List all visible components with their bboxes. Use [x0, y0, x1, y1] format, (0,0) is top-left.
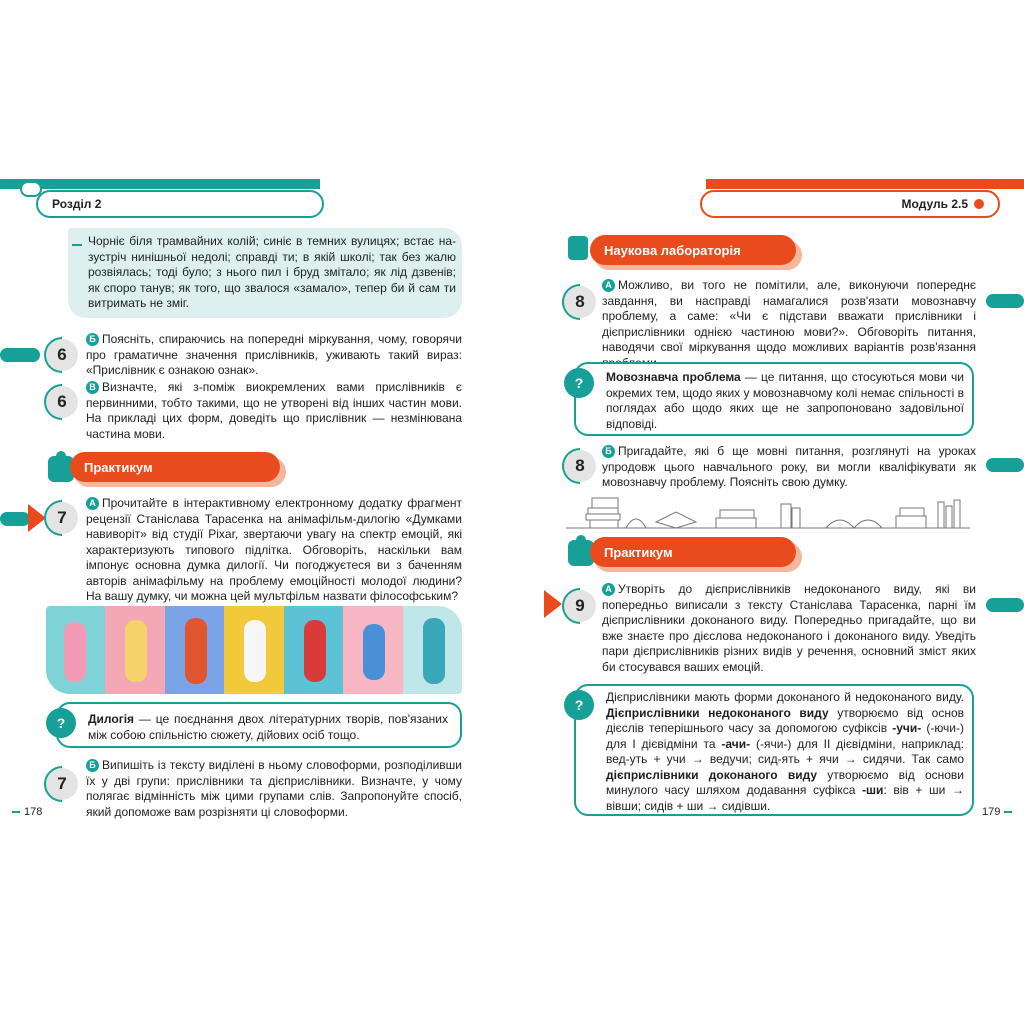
rule-text-part: для І дієвідміни та	[606, 736, 722, 751]
task-number: 6	[46, 386, 78, 418]
photo-panel	[343, 606, 402, 694]
definition-body: — це питання, що стосуються мови чи окремих тем, щодо яких у мовознавчому колі немає спільності в поглядах або щодо яких ще не запропоновано задовільної відповіді.	[606, 370, 964, 431]
section-title-practicum: Практикум	[590, 537, 796, 567]
rule-suffix: -ачи-	[721, 736, 751, 751]
page-number: 178	[24, 806, 43, 818]
page-number: 179	[982, 806, 1001, 818]
definition-text	[88, 712, 448, 743]
task-7b-text	[86, 758, 462, 820]
task-body: Випишіть із тексту виділені в ньому словоформи, розподіливши їх у дві групи: прислівники та дієприслівники. Визначте, у чому полягає відмінність між цими групами слів. Запропонуйте спосіб, який допоможе вам розрізняти ці словоформи.	[86, 758, 462, 819]
rule-term-perfective: дієприслівники доконаного виду	[606, 767, 818, 782]
task-number: 7	[46, 502, 78, 534]
task-8b-text	[602, 444, 976, 491]
photo-strip	[46, 606, 462, 694]
rule-text-part: : вів + ши → вівши; сидів + ши → сидівши.	[606, 783, 964, 813]
task-letter: А	[602, 279, 615, 292]
rule-suffix-alt: (-ючи-)	[921, 721, 965, 735]
page-number-dash	[1004, 811, 1012, 813]
definition-text	[606, 370, 964, 432]
task-tab	[986, 458, 1024, 472]
task-8a-text	[602, 278, 976, 371]
task-letter: А	[602, 583, 615, 596]
task-body: Можливо, ви того не помітили, але, виконуючи попереднє завдання, ви насправді намагалися розв'язати мовознавчу проблему, а саме: «Чи є підстави вважати прислівники і дієприслівники однією частиною мови?». Обговоріть питання, наводячи свої міркування щодо можливих варіантів розв'язання	[602, 278, 976, 354]
module-pill	[700, 190, 1000, 218]
task-letter: Б	[86, 333, 99, 346]
question-icon: ?	[564, 368, 594, 398]
rule-term-imperfective: Дієприслівники недоконаного виду	[606, 705, 829, 720]
module-label: Модуль 2.5	[901, 197, 968, 211]
task-number: 7	[46, 768, 78, 800]
photo-panel	[46, 606, 105, 694]
definition-term: Дилогія	[88, 712, 135, 726]
task-number: 8	[564, 286, 596, 318]
question-icon: ?	[46, 708, 76, 738]
section-title-practicum: Практикум	[70, 452, 280, 482]
task-letter: Б	[86, 759, 99, 772]
task-body: Визначте, які з-поміж виокремлених вами прислівників є первинними, тобто такими, що не утворені від інших частин мови. На прикладі цих форм, доведіть що прислівник — незмінювана частина мови.	[86, 380, 462, 441]
rule-text-part: для ІІ дієвідміни, наприклад: вед-уть + учи → ведучи; сид-ять + ячи → сидячи. Так само	[606, 736, 964, 766]
photo-panel	[284, 606, 343, 694]
task-letter: В	[86, 381, 99, 394]
task-number: 9	[564, 590, 596, 622]
right-header-bar	[706, 179, 1024, 189]
rule-suffix: -ши	[862, 783, 884, 797]
task-tab	[986, 294, 1024, 308]
quote-text: Чорніє біля трамвайних колій; синіє в темних вулицях; встає на-зустріч нинішньої недолі; справді ти; в якій школі; так без жалю розвіялась; тоді було; з нього пил і бруд змітало; як лід дзвенів; як споро танув; як того, що звалося «замало», тепер би й сам ти витримать не зміг.	[88, 234, 456, 310]
task-body: Поясніть, спираючись на попередні міркування, чому, говорячи про граматичне значення прислівників, уживають такий вираз: «Прислівник є ознакою ознак».	[86, 332, 462, 377]
module-dot-icon	[974, 199, 984, 209]
photo-panel	[165, 606, 224, 694]
task-letter: А	[86, 497, 99, 510]
rule-suffix: -учи-	[892, 721, 922, 735]
task-6b-text	[86, 332, 462, 379]
page-number-left	[12, 806, 42, 818]
rule-suffix-alt: (-ячи-)	[750, 736, 792, 751]
task-9a-text	[602, 582, 976, 675]
books-line-illustration	[566, 488, 970, 532]
task-body: Утворіть до дієприслівників недоконаного виду, які ви попередньо виписали з тексту Станіслава Тарасенка, парні їм дієприслівники доконаного виду. Попередньо пригадайте, що ви вже знаєте про дієслова недоконаного і доконаного виду. Уведіть пари дієприслівників різних видів у речення, основний зміст яких би стосувався ваших емоцій.	[602, 582, 976, 674]
task-7a-text	[86, 496, 462, 605]
task-body: Прочитайте в інтерактивному електронному додатку фрагмент рецензії Станіслава Тарасенка на анімафільм-дилогію «Думками навиворіт» від студії Pixar, звертаючи увагу на спектр емоцій, які характеризують типового підлітка. Обговоріть, наскільки вам імпонує основна думка дилогії. Чи погоджуєтеся ви з баченням авторів анімафільму на проблему емоційності молодої людини? На вашу думку, чи можна цей мультфільм назвати філософським?	[86, 496, 462, 603]
photo-panel	[403, 606, 462, 694]
chapter-label: Розділ 2	[52, 197, 102, 211]
definition-body: — це поєднання двох літературних творів, пов'язаних між собою спільністю сюжету, дійових осіб тощо.	[88, 712, 448, 742]
task-letter: Б	[602, 445, 615, 458]
hourglass-icon	[568, 236, 588, 260]
rule-text-part: утворюємо від основ дієслів теперішнього часу за допомогою суфіксів	[606, 705, 964, 735]
task-tab	[0, 512, 30, 526]
play-arrow-icon	[544, 590, 562, 618]
page-number-right	[982, 806, 1012, 818]
section-title-lab: Наукова лабораторія	[590, 235, 796, 265]
question-icon: ?	[564, 690, 594, 720]
task-number: 6	[46, 339, 78, 371]
task-tab	[986, 598, 1024, 612]
page-number-dash	[12, 811, 20, 813]
quote-dash	[72, 244, 82, 246]
chapter-pill	[36, 190, 324, 218]
rule-intro: Дієприслівники мають форми доконаного й недоконаного виду.	[606, 690, 964, 704]
definition-term: Мовознавча проблема	[606, 370, 741, 384]
photo-panel	[224, 606, 283, 694]
task-number: 8	[564, 450, 596, 482]
rule-text-part: утворюємо від основи минулого часу шляхом додавання суфікса	[606, 767, 964, 797]
task-tab	[0, 348, 40, 362]
photo-panel	[105, 606, 164, 694]
task-body: Пригадайте, які б ще мовні питання, розглянуті на уроках упродовж цього навчального року, ви могли кваліфікувати як мовознавчу проблему. Поясніть свою думку.	[602, 444, 976, 489]
task-6c-text	[86, 380, 462, 442]
left-header-bar	[0, 179, 320, 189]
rule-text	[606, 690, 964, 814]
